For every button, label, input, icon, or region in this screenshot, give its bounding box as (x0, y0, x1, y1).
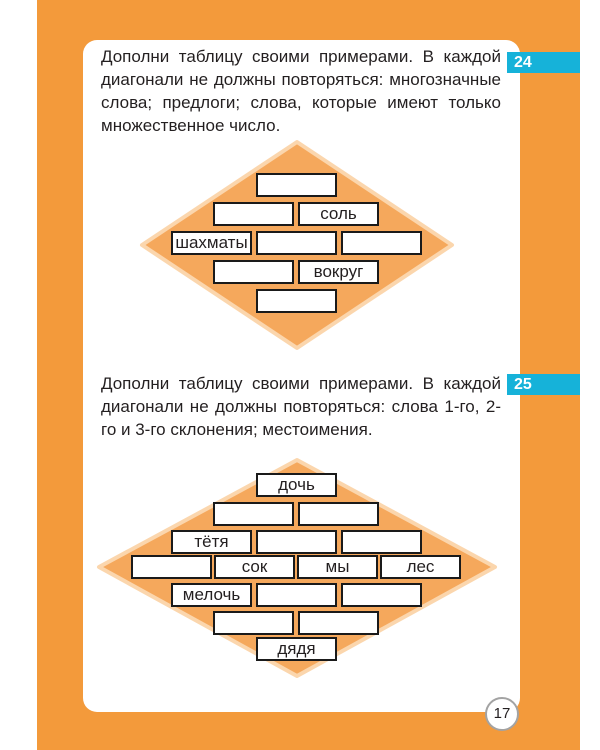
cell-24-r2-right: соль (298, 202, 379, 226)
cell-25-r5-mid[interactable] (256, 583, 337, 607)
cell-25-r6-left[interactable] (213, 611, 294, 635)
cell-24-r3-left: шахматы (171, 231, 252, 255)
exercise-24-text: Дополни таблицу своими примерами. В каждой диагонали не должны повторяться: многозначные слова; предлоги; слова, которые имеют только множественное число. (101, 47, 501, 135)
exercise-24-number: 24 (507, 52, 580, 73)
cell-24-r1[interactable] (256, 173, 337, 197)
cell-25-r4-3: мы (297, 555, 378, 579)
cell-25-r3-right[interactable] (341, 530, 422, 554)
cell-25-r5-left: мелочь (171, 583, 252, 607)
cell-25-r2-right[interactable] (298, 502, 379, 526)
page-number: 17 (485, 697, 519, 731)
cell-24-r4-left[interactable] (213, 260, 294, 284)
exercise-25-number: 25 (507, 374, 580, 395)
cell-25-r3-mid[interactable] (256, 530, 337, 554)
cell-24-r2-left[interactable] (213, 202, 294, 226)
cell-25-r2-left[interactable] (213, 502, 294, 526)
cell-25-r7: дядя (256, 637, 337, 661)
cell-25-r4-1[interactable] (131, 555, 212, 579)
cell-25-r5-right[interactable] (341, 583, 422, 607)
cell-25-r4-2: сок (214, 555, 295, 579)
cell-25-r1: дочь (256, 473, 337, 497)
cell-25-r6-right[interactable] (298, 611, 379, 635)
exercise-25-text: Дополни таблицу своими примерами. В каждой диагонали не должны повторяться: слова 1-го, 2-го и 3-го склонения; местоимения. (101, 374, 501, 439)
cell-24-r3-right[interactable] (341, 231, 422, 255)
cell-24-r4-right: вокруг (298, 260, 379, 284)
cell-24-r5[interactable] (256, 289, 337, 313)
cell-25-r4-4: лес (380, 555, 461, 579)
cell-25-r3-left: тётя (171, 530, 252, 554)
cell-24-r3-mid[interactable] (256, 231, 337, 255)
